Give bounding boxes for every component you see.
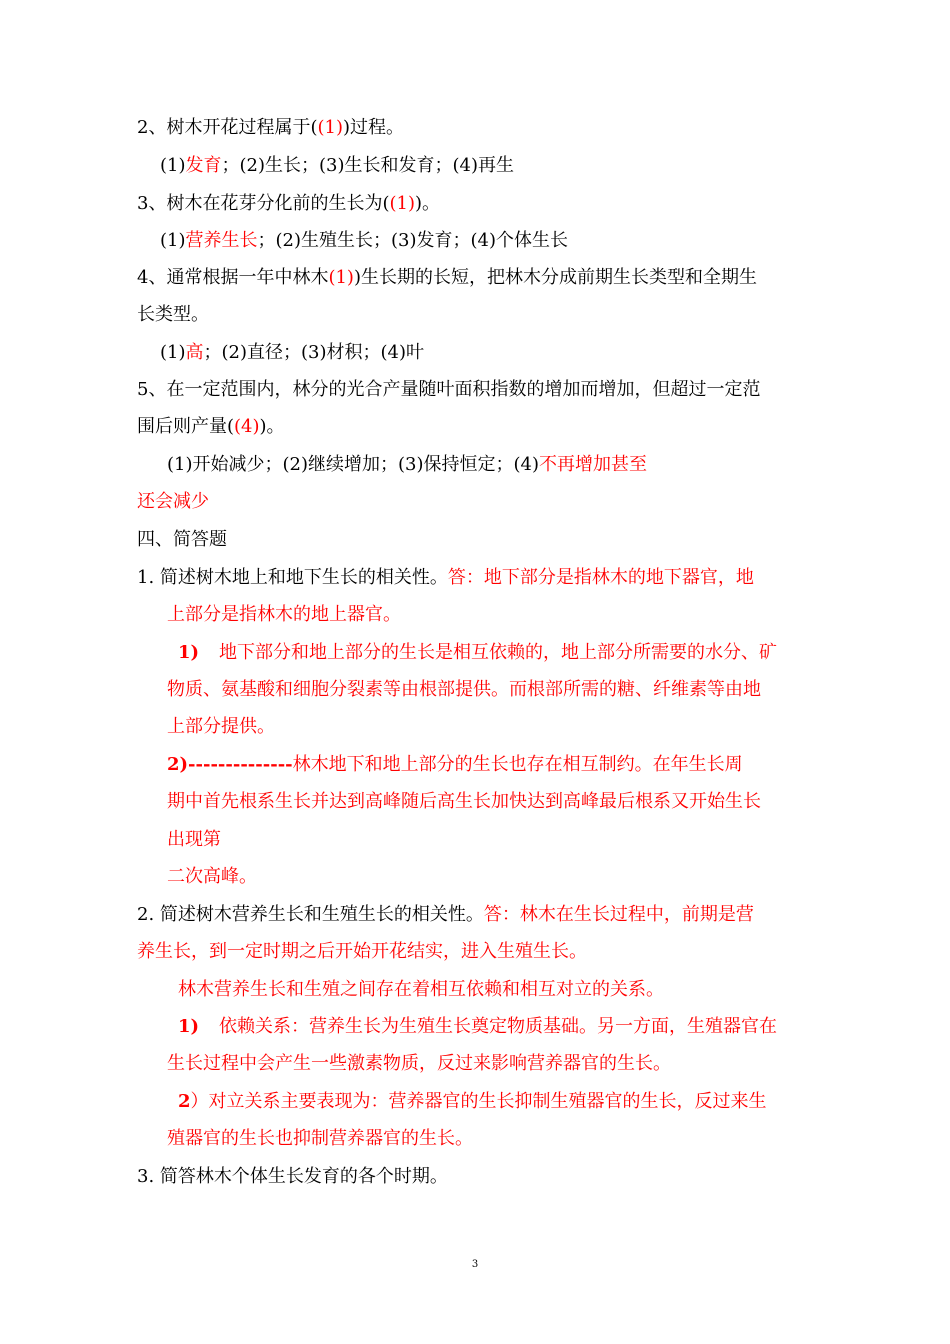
answer-2-line: 林木营养生长和生殖之间存在着相互依赖和相互对立的关系。 xyxy=(178,979,664,1000)
question-5: 5、在一定范围内，林分的光合产量随叶面积指数的增加而增加，但超过一定范 xyxy=(137,379,761,400)
short-question-3: 3. 简答林木个体生长发育的各个时期。 xyxy=(137,1166,448,1187)
question-5-options-continued: 还会减少 xyxy=(137,491,209,512)
page-number: 3 xyxy=(471,1259,479,1270)
question-3-options: (1)营养生长；(2)生殖生长；(3)发育；(4)个体生长 xyxy=(160,230,568,251)
answer-2-line: 养生长，到一定时期之后开始开花结实，进入生殖生长。 xyxy=(137,941,587,962)
answer-1-point-2: 2)--------------林木地下和地上部分的生长也存在相互制约。在年生长周 xyxy=(167,754,743,775)
question-2: 2、树木开花过程属于((1))过程。 xyxy=(137,117,405,138)
short-question-2: 2. 简述树木营养生长和生殖生长的相关性。答：林木在生长过程中，前期是营 xyxy=(137,904,754,925)
answer-1-point-2-line: 期中首先根系生长并达到高峰随后高生长加快达到高峰最后根系又开始生长 xyxy=(167,791,761,812)
question-5-continued: 围后则产量((4))。 xyxy=(137,416,285,437)
answer-1-point-2-line: 二次高峰。 xyxy=(167,866,257,887)
answer-1-point-1: 1) 地下部分和地上部分的生长是相互依赖的，地上部分所需要的水分、矿 xyxy=(178,642,778,663)
answer-2-point-1: 1) 依赖关系：营养生长为生殖生长奠定物质基础。另一方面，生殖器官在 xyxy=(178,1016,778,1037)
answer-1-point-1-line: 上部分提供。 xyxy=(167,716,275,737)
question-4-continued: 长类型。 xyxy=(137,304,209,325)
answer-2-point-1-line: 生长过程中会产生一些激素物质，反过来影响营养器官的生长。 xyxy=(167,1053,671,1074)
answer-2-point-2-line: 殖器官的生长也抑制营养器官的生长。 xyxy=(167,1128,473,1149)
answer-2-point-2: 2）对立关系主要表现为：营养器官的生长抑制生殖器官的生长，反过来生 xyxy=(178,1091,767,1112)
section-title: 四、简答题 xyxy=(137,529,227,550)
question-5-options: (1)开始减少；(2)继续增加；(3)保持恒定；(4)不再增加甚至 xyxy=(167,454,647,475)
question-2-options: (1)发育；(2)生长；(3)生长和发育；(4)再生 xyxy=(160,155,514,176)
answer-1-point-1-line: 物质、氨基酸和细胞分裂素等由根部提供。而根部所需的糖、纤维素等由地 xyxy=(167,679,761,700)
answer-1-point-2-line: 出现第 xyxy=(167,829,221,850)
answer-1-line: 上部分是指林木的地上器官。 xyxy=(167,604,401,625)
question-3: 3、树木在花芽分化前的生长为((1))。 xyxy=(137,193,441,214)
short-question-1: 1. 简述树木地上和地下生长的相关性。答：地下部分是指林木的地下器官，地 xyxy=(137,567,754,588)
question-4: 4、通常根据一年中林木(1))生长期的长短，把林木分成前期生长类型和全期生 xyxy=(137,267,757,288)
question-4-options: (1)高；(2)直径；(3)材积；(4)叶 xyxy=(160,342,424,363)
